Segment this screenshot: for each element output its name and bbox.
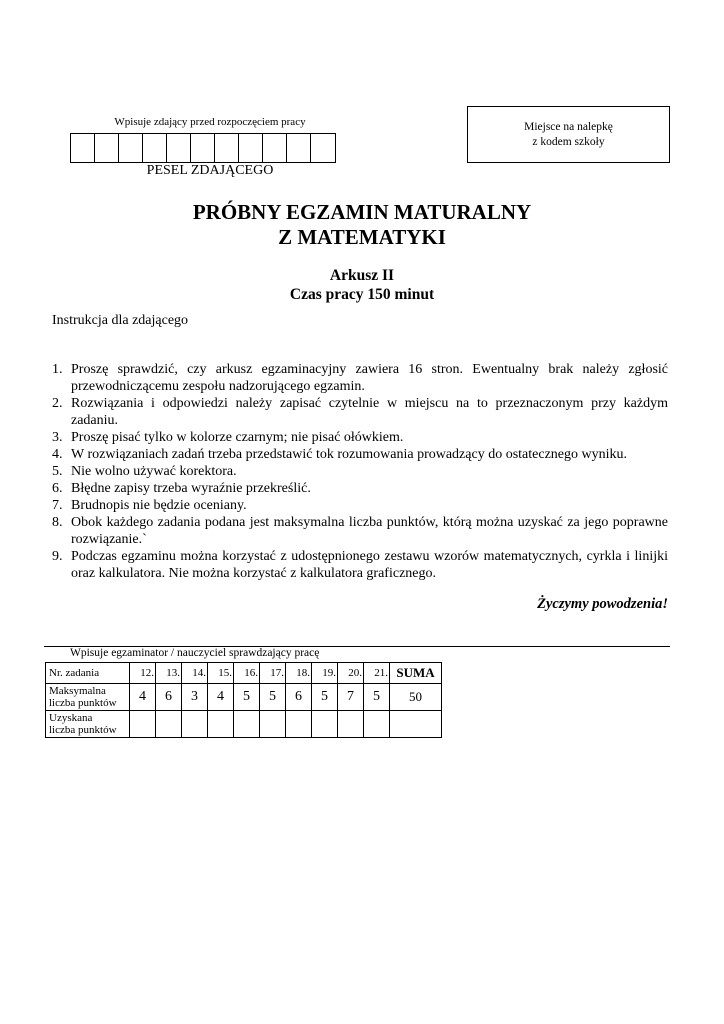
pesel-digit-box[interactable]: [191, 134, 215, 162]
pesel-digit-box[interactable]: [215, 134, 239, 162]
sheet-label: Arkusz II: [329, 267, 395, 284]
table-row: [46, 663, 442, 684]
task-number: 12.: [130, 663, 156, 684]
item-text: Rozwiązania i odpowiedzi należy zapisać czytelnie w miejscu na to przeznaczonym przy każdym zadaniu.: [71, 396, 668, 428]
obtained-points-cell[interactable]: [156, 711, 182, 738]
instructions-heading: Instrukcja dla zdającego: [52, 313, 189, 328]
task-number: 13.: [156, 663, 182, 684]
item-text: Proszę pisać tylko w kolorze czarnym; nie pisać ołówkiem.: [71, 430, 404, 445]
obtained-points-cell[interactable]: [286, 711, 312, 738]
max-points-cell: 5: [260, 684, 286, 711]
pesel-digit-box[interactable]: [119, 134, 143, 162]
item-number: 3.: [52, 430, 63, 445]
good-luck-wish: Życzymy powodzenia!: [537, 596, 668, 612]
obtained-points-label-1: Uzyskana: [49, 712, 93, 724]
pesel-digit-box[interactable]: [143, 134, 167, 162]
max-points-label: [46, 684, 130, 711]
table-row: [46, 711, 442, 738]
table-row: [46, 684, 442, 711]
pesel-digit-box[interactable]: [167, 134, 191, 162]
max-points-cell: 4: [208, 684, 234, 711]
list-item: [52, 480, 668, 497]
sum-max-cell: 50: [390, 684, 442, 711]
time-label: Czas pracy 150 minut: [289, 286, 435, 303]
obtained-points-cell[interactable]: [312, 711, 338, 738]
item-number: 6.: [52, 481, 63, 496]
exam-title-line-2: Z MATEMATYKI: [278, 225, 446, 249]
item-text: Nie wolno używać korektora.: [71, 464, 237, 479]
max-points-cell: 6: [286, 684, 312, 711]
pesel-caption: Wpisuje zdający przed rozpoczęciem pracy: [114, 116, 306, 128]
item-number: 9.: [52, 549, 63, 564]
task-number: 18.: [286, 663, 312, 684]
list-item: [52, 548, 668, 582]
pesel-label: PESEL ZDAJĄCEGO: [146, 163, 274, 178]
obtained-points-label: [46, 711, 130, 738]
pesel-digit-box[interactable]: [239, 134, 263, 162]
task-number: 19.: [312, 663, 338, 684]
item-text: Brudnopis nie będzie oceniany.: [71, 498, 247, 513]
item-text: W rozwiązaniach zadań trzeba przedstawić tok rozumowania prowadzący do ostatecznego wyniku.: [71, 447, 627, 462]
obtained-points-cell[interactable]: [130, 711, 156, 738]
task-number: 14.: [182, 663, 208, 684]
item-number: 1.: [52, 362, 63, 377]
task-number-label: Nr. zadania: [46, 663, 130, 684]
max-points-cell: 5: [364, 684, 390, 711]
task-number: 20.: [338, 663, 364, 684]
obtained-points-cell[interactable]: [208, 711, 234, 738]
max-points-cell: 4: [130, 684, 156, 711]
item-text: Błędne zapisy trzeba wyraźnie przekreślić.: [71, 481, 311, 496]
pesel-input-grid[interactable]: [70, 133, 336, 163]
school-box-line-1: Miejsce na nalepkę: [524, 120, 613, 133]
max-points-cell: 7: [338, 684, 364, 711]
task-number: 21.: [364, 663, 390, 684]
max-points-label-1: Maksymalna: [49, 685, 106, 697]
item-text: Obok każdego zadania podana jest maksymalna liczba punktów, którą można uzyskać za jego poprawne rozwiązanie.`: [71, 515, 668, 547]
school-box-line-2: z kodem szkoły: [532, 135, 605, 148]
pesel-digit-box[interactable]: [311, 134, 335, 162]
list-item: [52, 514, 668, 548]
examiner-caption: Wpisuje egzaminator / nauczyciel sprawdzający pracę: [70, 647, 320, 659]
task-number: 15.: [208, 663, 234, 684]
item-text: Podczas egzaminu można korzystać z udostępnionego zestawu wzorów matematycznych, cyrkla i linijki oraz kalkulatora. Nie można korzystać z kalkulatora graficznego.: [71, 549, 668, 581]
obtained-points-label-2: liczba punktów: [49, 724, 117, 736]
item-number: 5.: [52, 464, 63, 479]
list-item: [52, 395, 668, 429]
pesel-digit-box[interactable]: [263, 134, 287, 162]
max-points-label-2: liczba punktów: [49, 697, 117, 709]
pesel-digit-box[interactable]: [71, 134, 95, 162]
school-code-sticker-box: [467, 106, 670, 163]
task-number: 16.: [234, 663, 260, 684]
list-item: [52, 361, 668, 395]
max-points-cell: 5: [234, 684, 260, 711]
obtained-points-cell[interactable]: [338, 711, 364, 738]
max-points-cell: 3: [182, 684, 208, 711]
item-number: 4.: [52, 447, 63, 462]
max-points-cell: 6: [156, 684, 182, 711]
list-item: [52, 429, 668, 446]
obtained-sum-cell[interactable]: [390, 711, 442, 738]
list-item: [52, 446, 668, 463]
item-number: 2.: [52, 396, 63, 411]
task-number: 17.: [260, 663, 286, 684]
list-item: [52, 463, 668, 480]
exam-title-line-1: PRÓBNY EGZAMIN MATURALNY: [192, 200, 532, 224]
item-number: 8.: [52, 515, 63, 530]
max-points-cell: 5: [312, 684, 338, 711]
item-number: 7.: [52, 498, 63, 513]
obtained-points-cell[interactable]: [182, 711, 208, 738]
item-text: Proszę sprawdzić, czy arkusz egzaminacyjny zawiera 16 stron. Ewentualny brak należy zgłosić przewodniczącemu zespołu nadzorującego egzamin.: [71, 362, 668, 394]
points-table: [45, 662, 442, 738]
pesel-digit-box[interactable]: [287, 134, 311, 162]
list-item: [52, 497, 668, 514]
obtained-points-cell[interactable]: [260, 711, 286, 738]
obtained-points-cell[interactable]: [364, 711, 390, 738]
sum-header: SUMA: [390, 663, 442, 684]
obtained-points-cell[interactable]: [234, 711, 260, 738]
instructions-list: [52, 361, 668, 582]
pesel-digit-box[interactable]: [95, 134, 119, 162]
